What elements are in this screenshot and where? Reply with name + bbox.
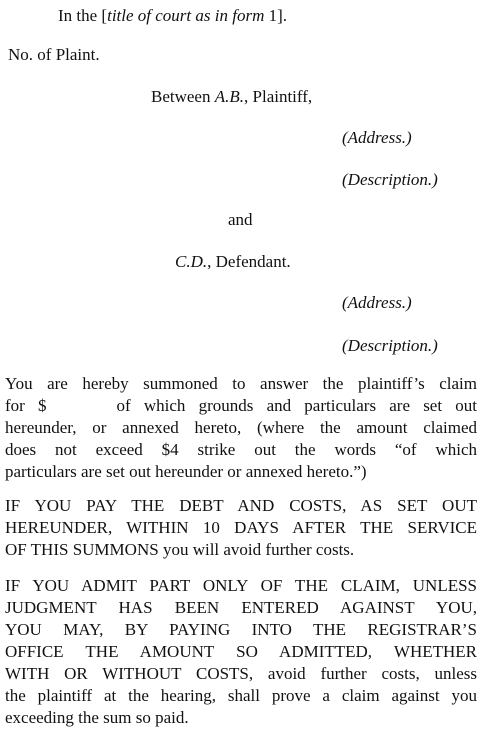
- claim-amount-prefix: for $: [5, 396, 47, 415]
- claim-row-2-rest: of which grounds and particulars are set out: [116, 396, 477, 415]
- pay-paragraph: [5, 495, 477, 561]
- admit-row-6: the plaintiff at the hearing, shall prove a claim against you: [5, 686, 477, 705]
- pay-row-3: OF THIS SUMMONS you will avoid further costs.: [5, 540, 355, 559]
- defendant-address: (Address.): [342, 293, 412, 312]
- plaintiff-role: , Plaintiff,: [244, 87, 313, 106]
- summons-row-5: particulars are set out hereunder or annexed hereto.”): [5, 462, 367, 481]
- admit-row-5: WITH OR WITHOUT COSTS, avoid further costs, unless: [5, 664, 477, 683]
- defendant-name: C.D.: [175, 252, 208, 271]
- between-word: Between: [151, 87, 215, 106]
- plaint-number-label: No. of Plaint.: [8, 45, 100, 64]
- summons-paragraph: [5, 373, 477, 483]
- plaintiff-line: [151, 87, 312, 107]
- admit-row-4: OFFICE THE AMOUNT SO ADMITTED, WHETHER: [5, 642, 477, 661]
- summons-row-1: You are hereby summoned to answer the plaintiff’s claim: [5, 374, 477, 393]
- summons-row-2: [5, 395, 477, 417]
- court-placeholder: title of court as in form: [107, 6, 265, 25]
- and-separator: and: [228, 210, 253, 229]
- court-prefix: In the [: [58, 6, 108, 25]
- admit-row-3: YOU MAY, BY PAYING INTO THE REGISTRAR’S: [5, 620, 477, 639]
- admit-row-2: JUDGMENT HAS BEEN ENTERED AGAINST YOU,: [5, 598, 477, 617]
- defendant-description: (Description.): [342, 336, 438, 355]
- plaintiff-name: A.B.: [214, 87, 245, 106]
- court-title-line: [58, 6, 287, 26]
- court-suffix: 1].: [264, 6, 288, 25]
- defendant-role: , Defendant.: [207, 252, 291, 271]
- admit-paragraph: [5, 575, 477, 729]
- pay-row-2: HEREUNDER, WITHIN 10 DAYS AFTER THE SERVICE: [5, 518, 477, 537]
- plaintiff-address: (Address.): [342, 128, 412, 147]
- admit-row-7: exceeding the sum so paid.: [5, 708, 189, 727]
- pay-row-1: IF YOU PAY THE DEBT AND COSTS, AS SET OUT: [5, 496, 477, 515]
- summons-row-4: does not exceed $4 strike out the words “of which: [5, 440, 477, 459]
- defendant-line: [175, 252, 291, 272]
- plaintiff-description: (Description.): [342, 170, 438, 189]
- admit-row-1: IF YOU ADMIT PART ONLY OF THE CLAIM, UNLESS: [5, 576, 477, 595]
- summons-row-3: hereunder, or annexed hereto, (where the amount claimed: [5, 418, 477, 437]
